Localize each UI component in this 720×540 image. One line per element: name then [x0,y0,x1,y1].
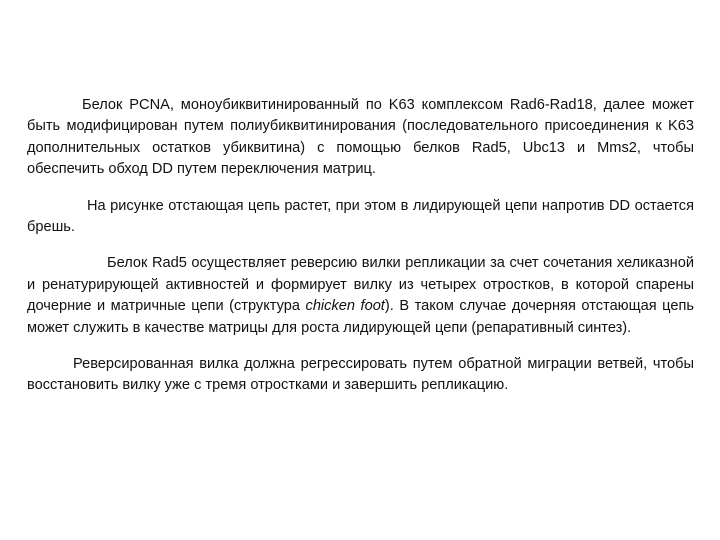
paragraph-pcna-modification: Белок PCNA, моноубиквитинированный по K63 комплексом Rad6-Rad18, далее может быть модифицирован путем полиубиквитинирования (последовательного присоединения к K63 дополнительных остатков убиквитина) с помощью белков Rad5, Ubc13 и Mms2, чтобы обеспечить обход DD путем переключения матриц. [27,97,694,178]
paragraph-fork-regression: Реверсированная вилка должна регрессировать путем обратной миграции ветвей, чтобы восстановить вилку уже с тремя отростками и завершить репликацию. [27,356,694,394]
text-block [27,95,694,397]
paragraph-rad5-fork-reversal [27,253,694,339]
paragraph-rad5-text-end: ). В таком случае дочерняя отстающая цепь может служить в качестве матрицы для роста лидирующей цепи (репаративный синтез). [27,298,694,336]
chicken-foot-term: chicken foot [305,298,385,315]
paragraph-rad5-text-start: Белок Rad5 осуществляет реверсию вилки репликации за счет сочетания хеликазной и ренатурирующей активностей и формирует вилку из четырех отростков, в которой спарены дочерние и матричные цепи (структура [27,255,694,315]
paragraph-lagging-strand: На рисунке отстающая цепь растет, при этом в лидирующей цепи напротив DD остается брешь. [27,197,694,236]
